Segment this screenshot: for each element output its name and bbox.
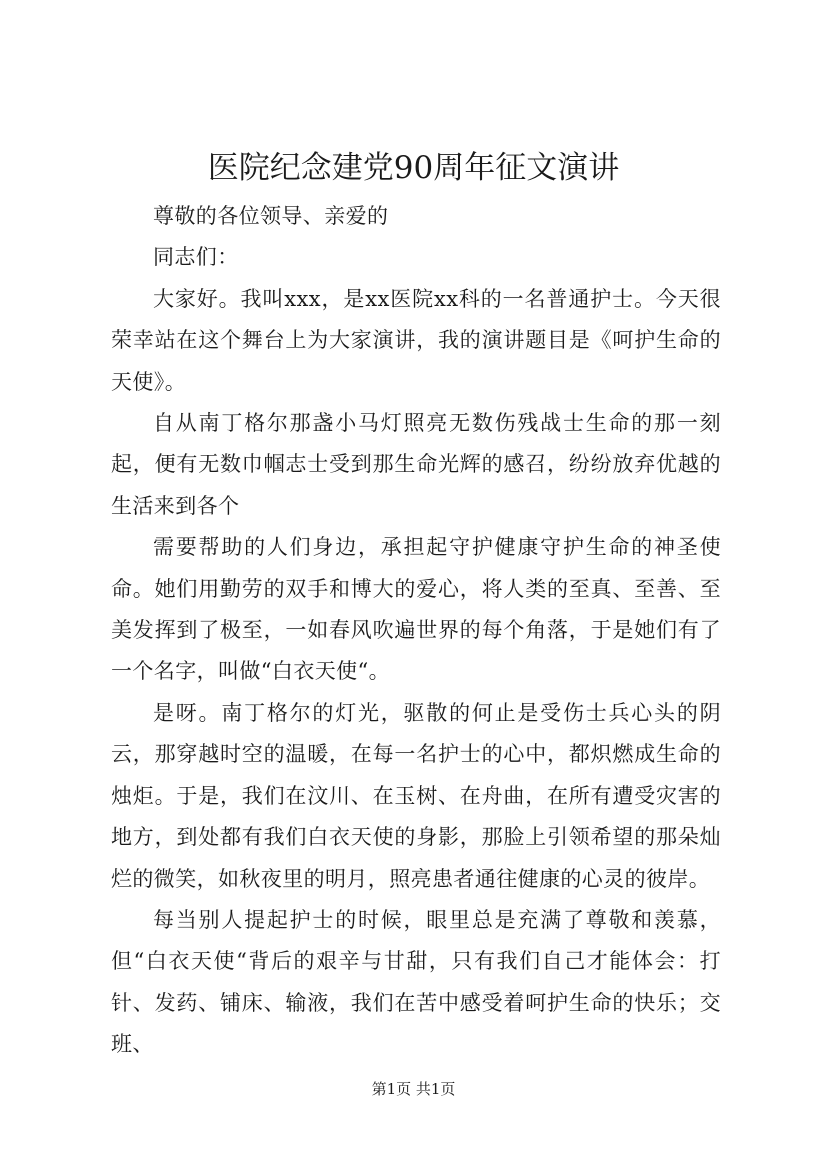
paragraph-nightingale: 自从南丁格尔那盏小马灯照亮无数伤残战士生命的那一刻起，便有无数巾帼志士受到那生命光辉的感召，纷纷放弃优越的生活来到各个 — [111, 411, 721, 518]
paragraph-salutation-2: 同志们： — [153, 245, 239, 270]
paragraph-light: 是呀。南丁格尔的灯光，驱散的何止是受伤士兵心头的阴云，那穿越时空的温暖，在每一名护士的心中，都炽燃成生命的烛炬。于是，我们在汶川、在玉树、在舟曲，在所有遭受灾害的地方，到处都有我们白衣天使的身影，那脸上引领希望的那朵灿烂的微笑，如秋夜里的明月，照亮患者通往健康的心灵的彼岸。 — [111, 700, 721, 891]
document-body — [111, 196, 721, 1066]
paragraph-mission: 需要帮助的人们身边，承担起守护健康守护生命的神圣使命。她们用勤劳的双手和博大的爱心，将人类的至真、至善、至美发挥到了极至，一如春风吹遍世界的每个角落，于是她们有了一个名字，叫做“白衣天使“。 — [111, 535, 721, 684]
paragraph-salutation-1: 尊敬的各位领导、亲爱的 — [153, 204, 389, 228]
paragraph-intro: 大家好。我叫xxx，是xx医院xx科的一名普通护士。今天很荣幸站在这个舞台上为大家演讲，我的演讲题目是《呵护生命的天使》。 — [111, 286, 721, 394]
paragraph-hardship: 每当别人提起护士的时候，眼里总是充满了尊敬和羡慕，但“白衣天使“背后的艰辛与甘甜，只有我们自己才能体会：打针、发药、铺床、输液，我们在苦中感受着呵护生命的快乐；交班、 — [111, 907, 721, 1057]
document-title: 医院纪念建党90周年征文演讲 — [207, 150, 620, 186]
page-footer: 第1页 共1页 — [371, 1080, 456, 1098]
